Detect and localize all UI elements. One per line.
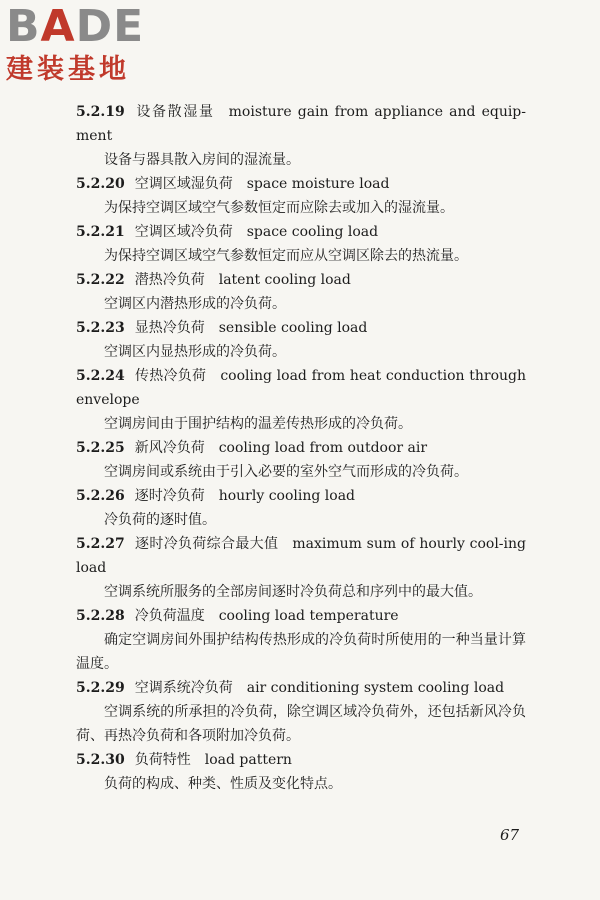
entry-term-en: hourly cooling load <box>218 488 356 504</box>
entry-term-en: cooling load temperature <box>218 608 399 624</box>
glossary-entry <box>76 604 526 676</box>
entry-term-en: air conditioning system cooling load <box>246 680 505 696</box>
entry-definition: 空调房间或系统由于引入必要的室外空气而形成的冷负荷。 <box>104 464 468 480</box>
entry-definition: 负荷的构成、种类、性质及变化特点。 <box>104 776 342 792</box>
entry-definition: 确定空调房间外围护结构传热形成的冷负荷时所使用的一种当量计算温度。 <box>76 632 526 672</box>
glossary-entry <box>76 268 526 316</box>
entry-term-zh: 空调区域冷负荷 <box>134 224 233 240</box>
entry-number: 5.2.22 <box>76 272 125 288</box>
entry-heading <box>76 748 526 772</box>
entry-definition: 为保持空调区域空气参数恒定而应除去或加入的湿流量。 <box>104 200 454 216</box>
entry-heading <box>76 604 526 628</box>
entry-term-zh: 冷负荷温度 <box>134 608 205 624</box>
entry-term-en: space cooling load <box>246 224 379 240</box>
glossary-entry <box>76 436 526 484</box>
entry-term-en: maximum sum of hourly cool-ing load <box>76 536 526 576</box>
entry-heading <box>76 532 526 580</box>
entry-heading <box>76 676 526 700</box>
glossary-entry <box>76 484 526 532</box>
glossary-entry <box>76 316 526 364</box>
entry-term-en: space moisture load <box>246 176 390 192</box>
entry-term-zh: 逐时冷负荷 <box>134 488 205 504</box>
entry-number: 5.2.21 <box>76 224 125 240</box>
entry-number: 5.2.23 <box>76 320 125 336</box>
entry-term-en: cooling load from heat conduction through envelope <box>76 368 526 408</box>
entry-term-en: moisture gain from appliance and equip-ment <box>76 104 526 144</box>
entry-term-en: sensible cooling load <box>218 320 368 336</box>
entry-term-zh: 潜热冷负荷 <box>134 272 205 288</box>
entry-definition: 空调区内潜热形成的冷负荷。 <box>104 296 286 312</box>
entry-term-zh: 空调区域湿负荷 <box>134 176 233 192</box>
entry-number: 5.2.28 <box>76 608 125 624</box>
entry-definition: 空调房间由于围护结构的温差传热形成的冷负荷。 <box>104 416 412 432</box>
entry-heading <box>76 268 526 292</box>
entry-heading <box>76 100 526 148</box>
logo-subtitle: 建装基地 <box>6 54 130 85</box>
glossary-entry <box>76 172 526 220</box>
glossary-content <box>76 100 526 796</box>
entry-number: 5.2.26 <box>76 488 125 504</box>
glossary-entry <box>76 364 526 436</box>
entry-heading <box>76 484 526 508</box>
entry-term-en: load pattern <box>204 752 292 768</box>
entry-heading <box>76 316 526 340</box>
entry-number: 5.2.29 <box>76 680 125 696</box>
glossary-entry <box>76 748 526 796</box>
entry-definition: 为保持空调区域空气参数恒定而应从空调区除去的热流量。 <box>104 248 468 264</box>
glossary-entry <box>76 676 526 748</box>
entry-heading <box>76 172 526 196</box>
logo-brand: BADE <box>6 1 145 52</box>
page-number: 67 <box>500 826 520 844</box>
entry-number: 5.2.27 <box>76 536 125 552</box>
entry-term-zh: 负荷特性 <box>134 752 191 768</box>
entry-term-zh: 显热冷负荷 <box>134 320 205 336</box>
entry-term-en: latent cooling load <box>218 272 351 288</box>
glossary-entry <box>76 100 526 172</box>
entry-heading <box>76 436 526 460</box>
bade-logo <box>6 1 176 88</box>
entry-definition: 空调系统的所承担的冷负荷，除空调区域冷负荷外，还包括新风冷负荷、再热冷负荷和各项附加冷负荷。 <box>76 704 526 744</box>
entry-term-zh: 新风冷负荷 <box>134 440 205 456</box>
entry-definition: 冷负荷的逐时值。 <box>104 512 216 528</box>
entry-term-zh: 逐时冷负荷综合最大值 <box>134 536 279 552</box>
entry-term-zh: 空调系统冷负荷 <box>134 680 233 696</box>
entry-term-zh: 设备散湿量 <box>134 104 215 120</box>
entry-heading <box>76 364 526 412</box>
entry-term-en: cooling load from outdoor air <box>218 440 428 456</box>
entry-number: 5.2.24 <box>76 368 125 384</box>
entry-number: 5.2.20 <box>76 176 125 192</box>
entry-definition: 空调系统所服务的全部房间逐时冷负荷总和序列中的最大值。 <box>104 584 482 600</box>
entry-heading <box>76 220 526 244</box>
glossary-entry <box>76 532 526 604</box>
entry-definition: 空调区内显热形成的冷负荷。 <box>104 344 286 360</box>
entry-definition: 设备与器具散入房间的湿流量。 <box>104 152 300 168</box>
entry-number: 5.2.25 <box>76 440 125 456</box>
entry-number: 5.2.30 <box>76 752 125 768</box>
glossary-entry <box>76 220 526 268</box>
entry-term-zh: 传热冷负荷 <box>134 368 207 384</box>
entry-number: 5.2.19 <box>76 104 125 120</box>
